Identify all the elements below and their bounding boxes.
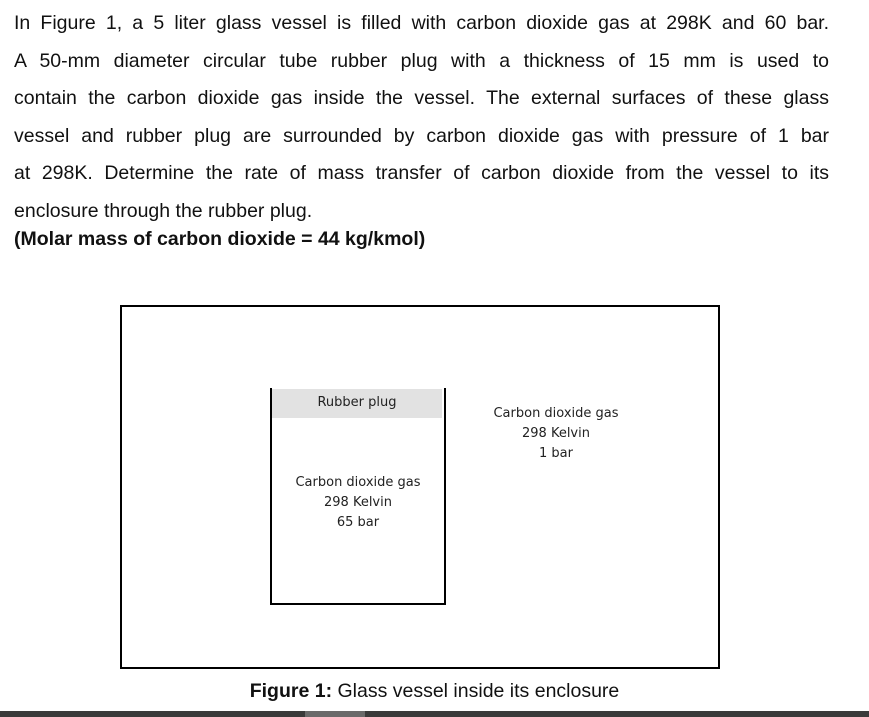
- enclosure-gas-temperature: 298 Kelvin: [522, 426, 590, 441]
- molar-mass-note: (Molar mass of carbon dioxide = 44 kg/kmol): [14, 228, 426, 250]
- problem-line: enclosure through the rubber plug.: [14, 199, 313, 222]
- figure-caption: [0, 680, 869, 703]
- scrollbar-thumb[interactable]: [305, 711, 365, 717]
- enclosure-gas-name: Carbon dioxide gas: [493, 406, 619, 421]
- problem-line: contain the carbon dioxide gas inside the vessel. The external surfaces of these glass: [14, 87, 829, 109]
- figure-caption-text: Glass vessel inside its enclosure: [332, 680, 620, 702]
- problem-statement: [14, 5, 829, 230]
- problem-line: A 50-mm diameter circular tube rubber plug with a thickness of 15 mm is used to: [14, 49, 829, 72]
- rubber-plug: Rubber plug: [272, 389, 442, 418]
- vessel-gas-temperature: 298 Kelvin: [324, 495, 392, 510]
- problem-line: In Figure 1, a 5 liter glass vessel is filled with carbon dioxide gas at 298K and 60 bar.: [14, 12, 829, 34]
- vessel-gas-pressure: 65 bar: [336, 515, 380, 530]
- vessel-gas-conditions: [272, 473, 444, 533]
- problem-line: at 298K. Determine the rate of mass transfer of carbon dioxide from the vessel to its: [14, 162, 829, 184]
- horizontal-scrollbar[interactable]: [0, 711, 869, 717]
- enclosure-gas-conditions: [470, 404, 642, 464]
- vessel-gas-name: Carbon dioxide gas: [295, 475, 421, 490]
- enclosure-gas-pressure: 1 bar: [539, 446, 573, 461]
- figure-caption-label: Figure 1:: [249, 680, 333, 702]
- problem-line: vessel and rubber plug are surrounded by carbon dioxide gas with pressure of 1 bar: [14, 124, 829, 147]
